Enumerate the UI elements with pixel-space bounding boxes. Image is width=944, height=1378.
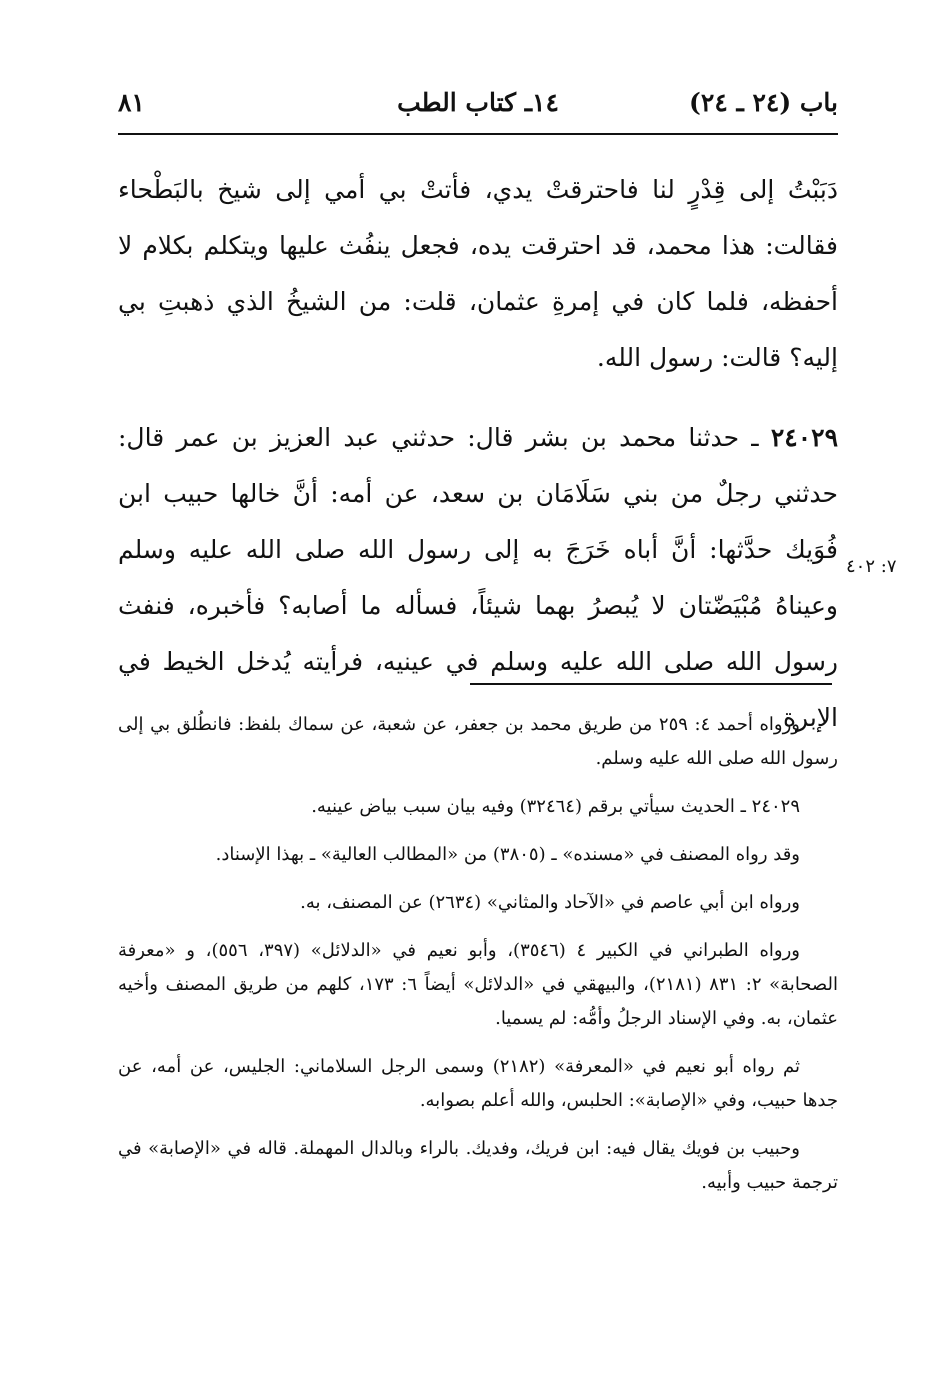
footnote-paragraph: ثم رواه أبو نعيم في «المعرفة» (٢١٨٢) وسمى الرجل السلاماني: الجليس، عن أمه، عن جدها حبيب، وفي «الإصابة»: الحلبس، والله أعلم بصوابه. xyxy=(118,1056,838,1111)
footnote-rule xyxy=(470,683,832,685)
footnote-paragraph: ورواه أحمد ٤: ٢٥٩ من طريق محمد بن جعفر، عن شعبة، عن سماك بلفظ: فانطُلق بي إلى رسول الله صلى الله عليه وسلم. xyxy=(118,714,838,769)
footnote-paragraph: ورواه الطبراني في الكبير ٤ (٣٥٤٦)، وأبو نعيم في «الدلائل» (٣٩٧، ٥٥٦)، و «معرفة الصحابة» ٢: ٨٣١ (٢١٨١)، والبيهقي في «الدلائل» أيضاً ٦: ١٧٣، كلهم من طريق المصنف وأخيه عثمان، به. وفي الإسناد الرجلُ وأمُّه: لم يسميا. xyxy=(118,940,839,1029)
footnotes xyxy=(118,708,838,1214)
hadith-number: ٢٤٠٢٩ xyxy=(770,423,838,452)
book-title: ١٤ـ كتاب الطب xyxy=(397,88,559,117)
page-number: ٨١ xyxy=(118,88,145,117)
hadith-paragraph xyxy=(118,410,838,746)
paragraph-continuation: دَبَبْتُ إلى قِدْرٍ لنا فاحترقتْ يدي، فأتتْ بي أمي إلى شيخ بالبَطْحاء فقالت: هذا محمد، قد احترقت يده، فجعل ينفُث عليها ويتكلم بكلام لا أحفظه، فلما كان في إمرةِ عثمان، قلت: من الشيخُ الذي ذهبتِ بي إليه؟ قالت: رسول الله. xyxy=(118,175,838,372)
hadith-text: ـ حدثنا محمد بن بشر قال: حدثني عبد العزيز بن عمر قال: حدثني رجلٌ من بني سَلَامَان بن سعد، عن أمه: أنَّ خالها حبيب ابن فُوَيك حدَّثها: أنَّ أباه خَرَجَ به إلى رسول الله صلى الله عليه وسلم وعيناهُ مُبْيَضّتان لا يُبصرُ بهما شيئاً، فسأله ما أصابه؟ فأخبره، فنفث رسول الله صلى الله عليه وسلم في عينيه، فرأيته يُدخل الخيط في الإبرة xyxy=(118,423,838,732)
footnote-paragraph: ٢٤٠٢٩ ـ الحديث سيأتي برقم (٣٢٤٦٤) وفيه بيان سبب بياض عينيه. xyxy=(311,796,800,817)
main-text xyxy=(118,162,838,746)
chapter-range: باب (٢٤ ـ ٢٤) xyxy=(689,88,838,117)
footnote-paragraph: ورواه ابن أبي عاصم في «الآحاد والمثاني» (٢٦٣٤) عن المصنف، به. xyxy=(300,892,800,913)
footnote-paragraph: وقد رواه المصنف في «مسنده» ـ (٣٨٠٥) من «المطالب العالية» ـ بهذا الإسناد. xyxy=(215,844,800,865)
footnote-paragraph: وحبيب بن فويك يقال فيه: ابن فريك، وفديك. بالراء وبالدال المهملة. قاله في «الإصابة» في ترجمة حبيب وأبيه. xyxy=(118,1138,838,1193)
margin-reference: ٧: ٤٠٢ xyxy=(846,556,897,577)
running-header xyxy=(118,88,838,128)
header-rule xyxy=(118,133,838,135)
